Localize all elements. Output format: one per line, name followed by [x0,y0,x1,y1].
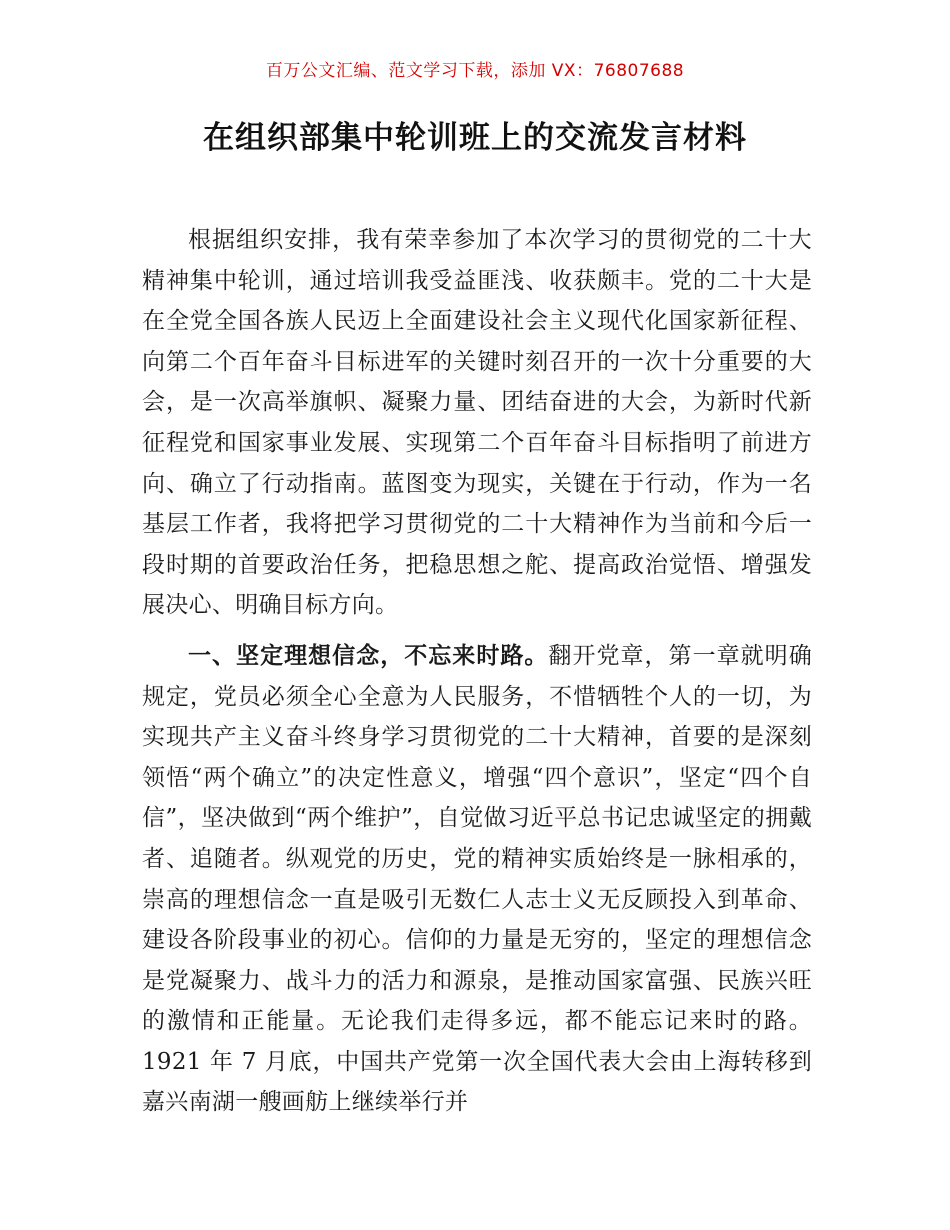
page-title: 在组织部集中轮训班上的交流发言材料 [203,120,747,156]
section-heading-1: 一、坚定理想信念，不忘来时路。 [188,642,549,669]
document-body [142,220,812,1123]
paragraph-section-1 [142,636,812,1123]
paragraph-intro-text: 根据组织安排，我有荣幸参加了本次学习的贯彻党的二十大精神集中轮训，通过培训我受益匪浅、收获颇丰。党的二十大是在全党全国各族人民迈上全面建设社会主义现代化国家新征程、向第二个百年奋斗目标进军的关键时刻召开的一次十分重要的大会，是一次高举旗帜、凝聚力量、团结奋进的大会，为新时代新征程党和国家事业发展、实现第二个百年奋斗目标指明了前进方向、确立了行动指南。蓝图变为现实，关键在于行动，作为一名基层工作者，我将把学习贯彻党的二十大精神作为当前和今后一段时期的首要政治任务，把稳思想之舵、提高政治觉悟、增强发展决心、明确目标方向。 [142,227,812,619]
paragraph-intro [142,220,812,626]
paragraph-section-1-text: 翻开党章，第一章就明确规定，党员必须全心全意为人民服务，不惜牺牲个人的一切，为实现共产主义奋斗终身学习贯彻党的二十大精神，首要的是深刻领悟“两个确立”的决定性意义，增强“四个意识”，坚定“四个自信”，坚决做到“两个维护”，自觉做习近平总书记忠诚坚定的拥戴者、追随者。纵观党的历史，党的精神实质始终是一脉相承的，崇高的理想信念一直是吸引无数仁人志士义无反顾投入到革命、建设各阶段事业的初心。信仰的力量是无穷的，坚定的理想信念是党凝聚力、战斗力的活力和源泉，是推动国家富强、民族兴旺的激情和正能量。无论我们走得多远，都不能忘记来时的路。1921 年 7 月底，中国共产党第一次全国代表大会由上海转移到嘉兴南湖一艘画舫上继续举行并 [142,642,812,1116]
watermark-banner: 百万公文汇编、范文学习下载，添加 VX：76807688 [265,61,685,81]
